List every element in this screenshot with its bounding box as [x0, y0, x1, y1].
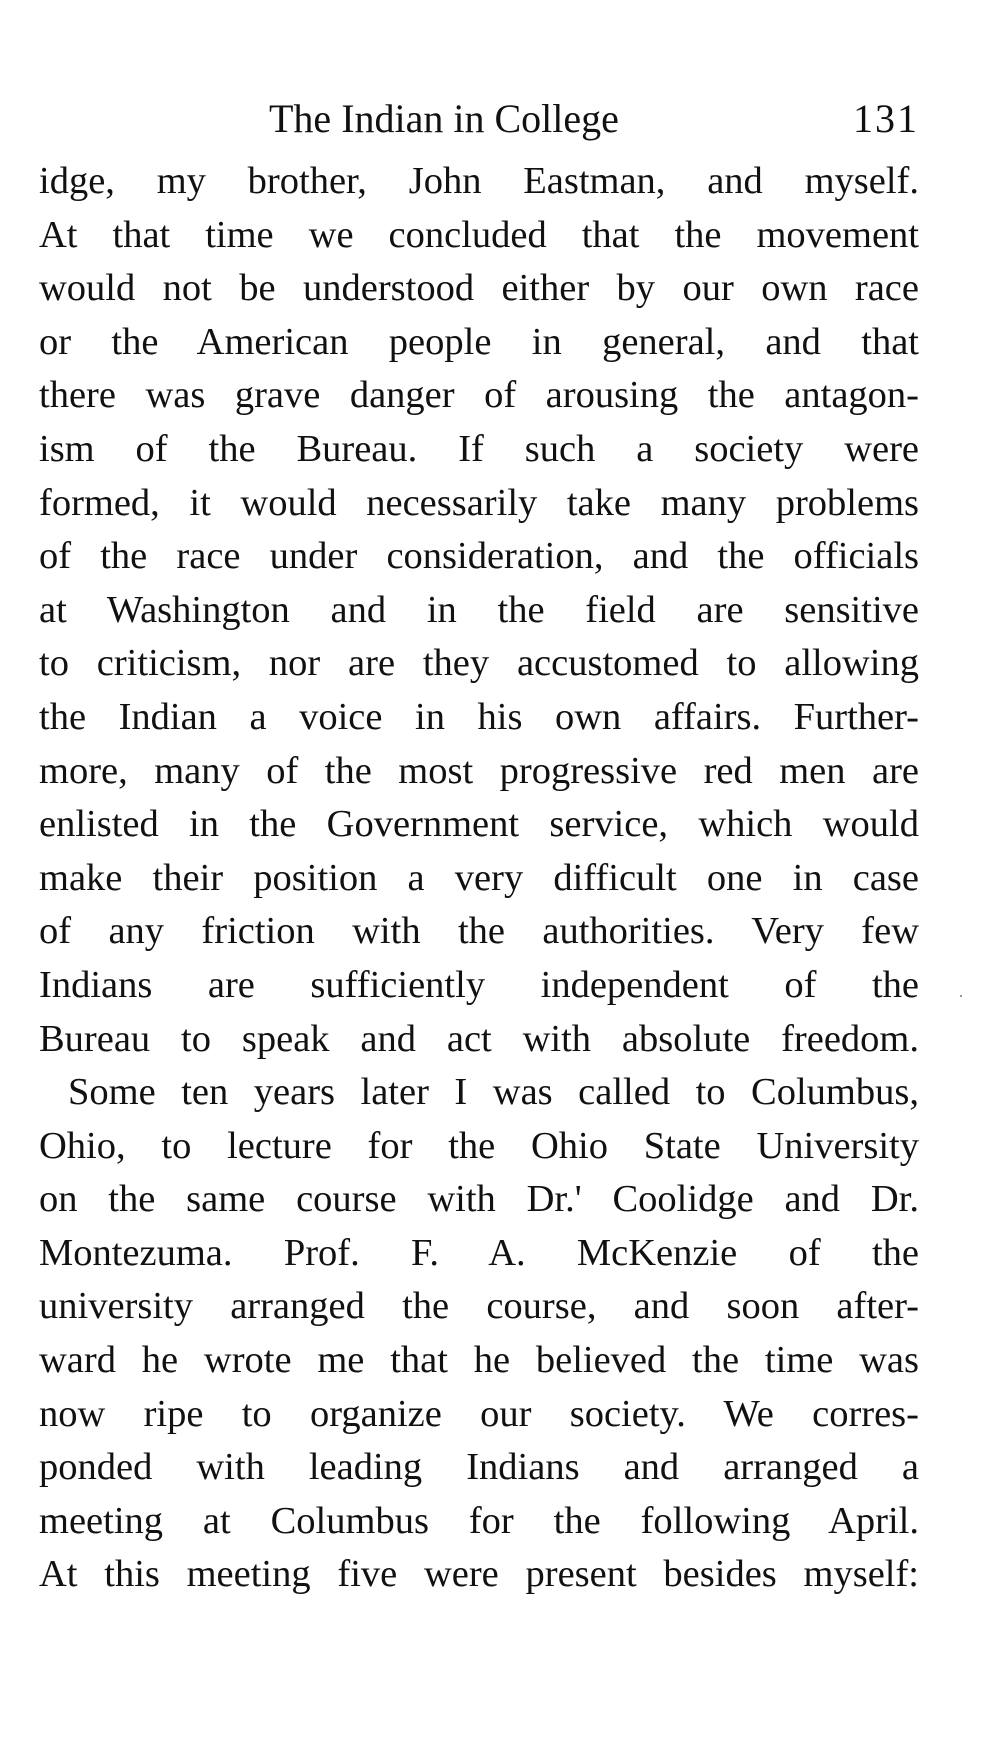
- text-line: of the race under consideration, and the officials: [39, 535, 919, 578]
- text-line: Bureau to speak and act with absolute freedom.: [39, 1017, 919, 1060]
- page-number: 131: [853, 96, 919, 141]
- text-line: on the same course with Dr.' Coolidge and Dr.: [39, 1178, 919, 1221]
- text-line: would not be understood either by our own race: [39, 267, 919, 310]
- text-line: At this meeting five were present besides myself:: [39, 1553, 919, 1596]
- text-line: At that time we concluded that the movement: [39, 213, 919, 256]
- text-line: the Indian a voice in his own affairs. Further-: [39, 695, 919, 738]
- text-line: make their position a very difficult one in case: [39, 856, 919, 899]
- running-title: The Indian in College: [269, 96, 619, 141]
- text-line: Ohio, to lecture for the Ohio State University: [39, 1124, 919, 1167]
- text-line: idge, my brother, John Eastman, and myself.: [39, 160, 919, 202]
- text-line: at Washington and in the field are sensitive: [39, 588, 919, 631]
- text-line: Indians are sufficiently independent of the: [39, 963, 919, 1006]
- scan-speck: [960, 995, 962, 997]
- text-line: ward he wrote me that he believed the time was: [39, 1339, 919, 1382]
- text-line: to criticism, nor are they accustomed to allowing: [39, 642, 919, 685]
- text-line: of any friction with the authorities. Very few: [39, 910, 919, 953]
- text-line: more, many of the most progressive red men are: [39, 749, 919, 792]
- paragraph-first-line: Some ten years later I was called to Columbus,: [68, 1071, 919, 1114]
- text-line: enlisted in the Government service, which would: [39, 803, 919, 846]
- text-line: formed, it would necessarily take many problems: [39, 481, 919, 524]
- text-line: meeting at Columbus for the following April.: [39, 1499, 919, 1542]
- body-text: [39, 155, 919, 1602]
- text-line: there was grave danger of arousing the antagon-: [39, 374, 919, 417]
- text-line: university arranged the course, and soon after-: [39, 1285, 919, 1328]
- text-line: Montezuma. Prof. F. A. McKenzie of the: [39, 1231, 919, 1274]
- running-head: [39, 92, 919, 146]
- text-line: now ripe to organize our society. We corres-: [39, 1392, 919, 1435]
- text-line: or the American people in general, and that: [39, 320, 919, 363]
- text-line: ponded with leading Indians and arranged a: [39, 1446, 919, 1489]
- text-line: ism of the Bureau. If such a society were: [39, 427, 919, 470]
